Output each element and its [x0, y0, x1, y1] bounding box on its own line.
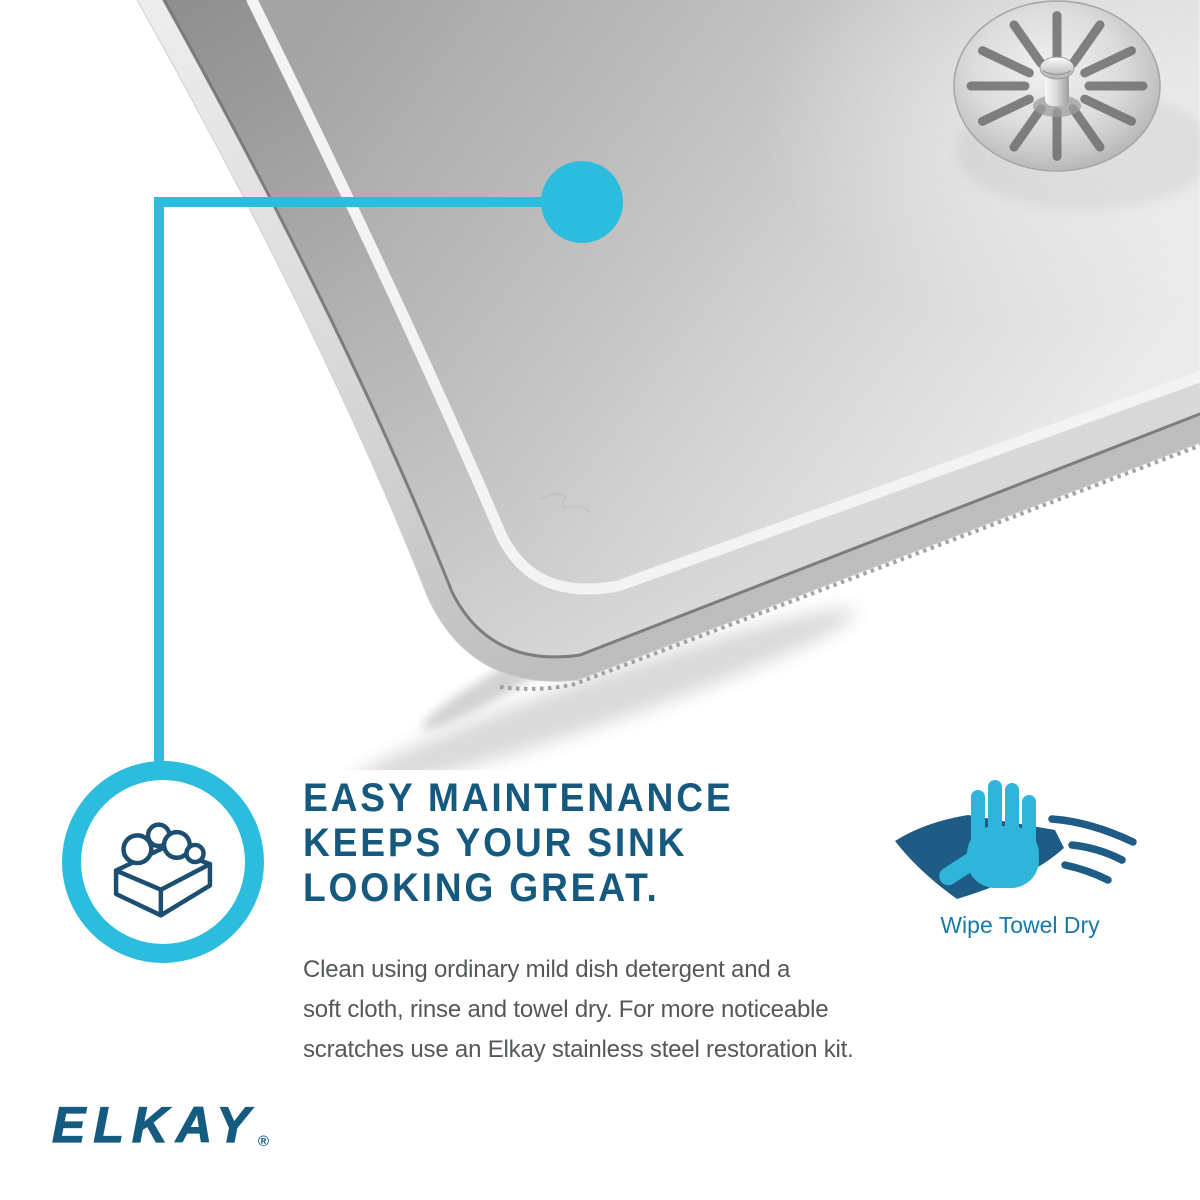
elkay-logo: [52, 1098, 269, 1169]
body-line: soft cloth, rinse and towel dry. For more noticeable: [303, 996, 829, 1023]
callout-line-horizontal: [154, 197, 546, 207]
feature-body-text: [303, 950, 854, 1070]
feature-headline: [303, 776, 733, 911]
soap-bar-icon: [99, 798, 227, 926]
headline-line: LOOKING GREAT.: [303, 866, 660, 910]
callout-line-vertical: [154, 197, 164, 767]
body-line: scratches use an Elkay stainless steel restoration kit.: [303, 1036, 854, 1063]
motion-lines: [1052, 819, 1133, 880]
callout-dot: [541, 161, 623, 243]
headline-line: EASY MAINTENANCE: [303, 776, 734, 820]
logo-text: ELKAY: [52, 1097, 258, 1153]
callout-circle: [62, 761, 264, 963]
registered-mark: ®: [257, 1133, 269, 1150]
wipe-towel-dry-label: Wipe Towel Dry: [940, 912, 1100, 938]
body-line: Clean using ordinary mild dish detergent and a: [303, 956, 791, 983]
wipe-towel-dry-icon: [885, 768, 1145, 908]
headline-line: KEEPS YOUR SINK: [303, 821, 688, 865]
